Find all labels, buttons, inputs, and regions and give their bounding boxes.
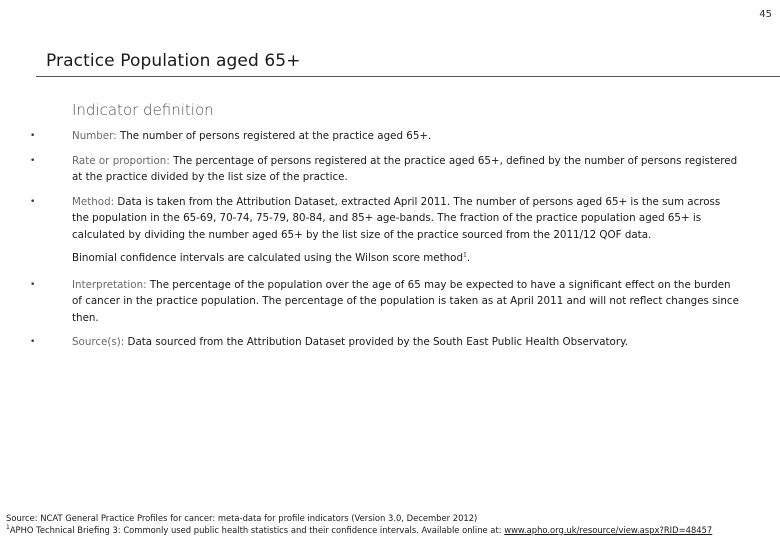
footer — [6, 513, 712, 536]
item-label: Source(s): — [72, 336, 125, 348]
reference-link[interactable]: www.apho.org.uk/resource/view.aspx?RID=48457 — [504, 524, 713, 535]
item-text: The percentage of the population over the age of 65 may be expected to have a significant effect on the burden of cancer in the practice population. The percentage of the population is taken as at April 2011 and will not reflect changes since then. — [72, 278, 739, 324]
footer-reference — [6, 525, 712, 537]
list-item-source — [30, 334, 740, 351]
method-note — [30, 250, 740, 267]
item-text: The number of persons registered at the practice aged 65+. — [119, 130, 432, 142]
footer-reference-text: APHO Technical Briefing 3: Commonly used public health statistics and their confidence intervals. Available online at: — [9, 524, 505, 535]
method-note-end: . — [466, 252, 471, 264]
item-label: Rate or proportion: — [72, 154, 170, 167]
footnote-ref: 1 — [463, 251, 467, 259]
item-label: Number: — [72, 130, 117, 142]
page-number: 45 — [759, 9, 772, 20]
list-item-method — [30, 194, 740, 244]
item-text: The percentage of persons registered at the practice aged 65+, defined by the number of persons registered at the practice divided by the list size of the practice. — [72, 154, 738, 183]
footer-source: Source: NCAT General Practice Profiles for cancer: meta-data for profile indicators (Version 3.0, December 2012) — [6, 513, 478, 523]
method-note-text: Binomial confidence intervals are calculated using the Wilson score method — [72, 252, 464, 264]
bullet: • — [30, 155, 36, 166]
page-title: Practice Population aged 65+ — [46, 51, 301, 71]
item-text: Data is taken from the Attribution Dataset, extracted April 2011. The number of persons aged 65+ is the sum across the population in the 65-69, 70-74, 75-79, 80-84, and 85+ age-bands. The fraction of the practice population aged 65+ is calculated by dividing the number aged 65+ by the list size of the practice sourced from the 2011/12 QOF data. — [72, 195, 721, 241]
section-heading: Indicator definition — [72, 101, 214, 119]
list-item-rate — [30, 153, 740, 186]
bullet: • — [30, 131, 36, 141]
list-item-number — [30, 128, 740, 145]
bullet: • — [30, 337, 36, 347]
item-label: Interpretation: — [72, 278, 147, 291]
footnote-marker: 1 — [6, 523, 10, 531]
bullet: • — [30, 196, 36, 207]
title-divider — [36, 76, 780, 77]
bullet: • — [30, 279, 36, 290]
item-text: Data sourced from the Attribution Dataset provided by the South East Public Health Observatory. — [127, 336, 628, 348]
list-item-interpretation — [30, 277, 740, 327]
definition-list — [30, 128, 740, 359]
item-label: Method: — [72, 195, 115, 208]
